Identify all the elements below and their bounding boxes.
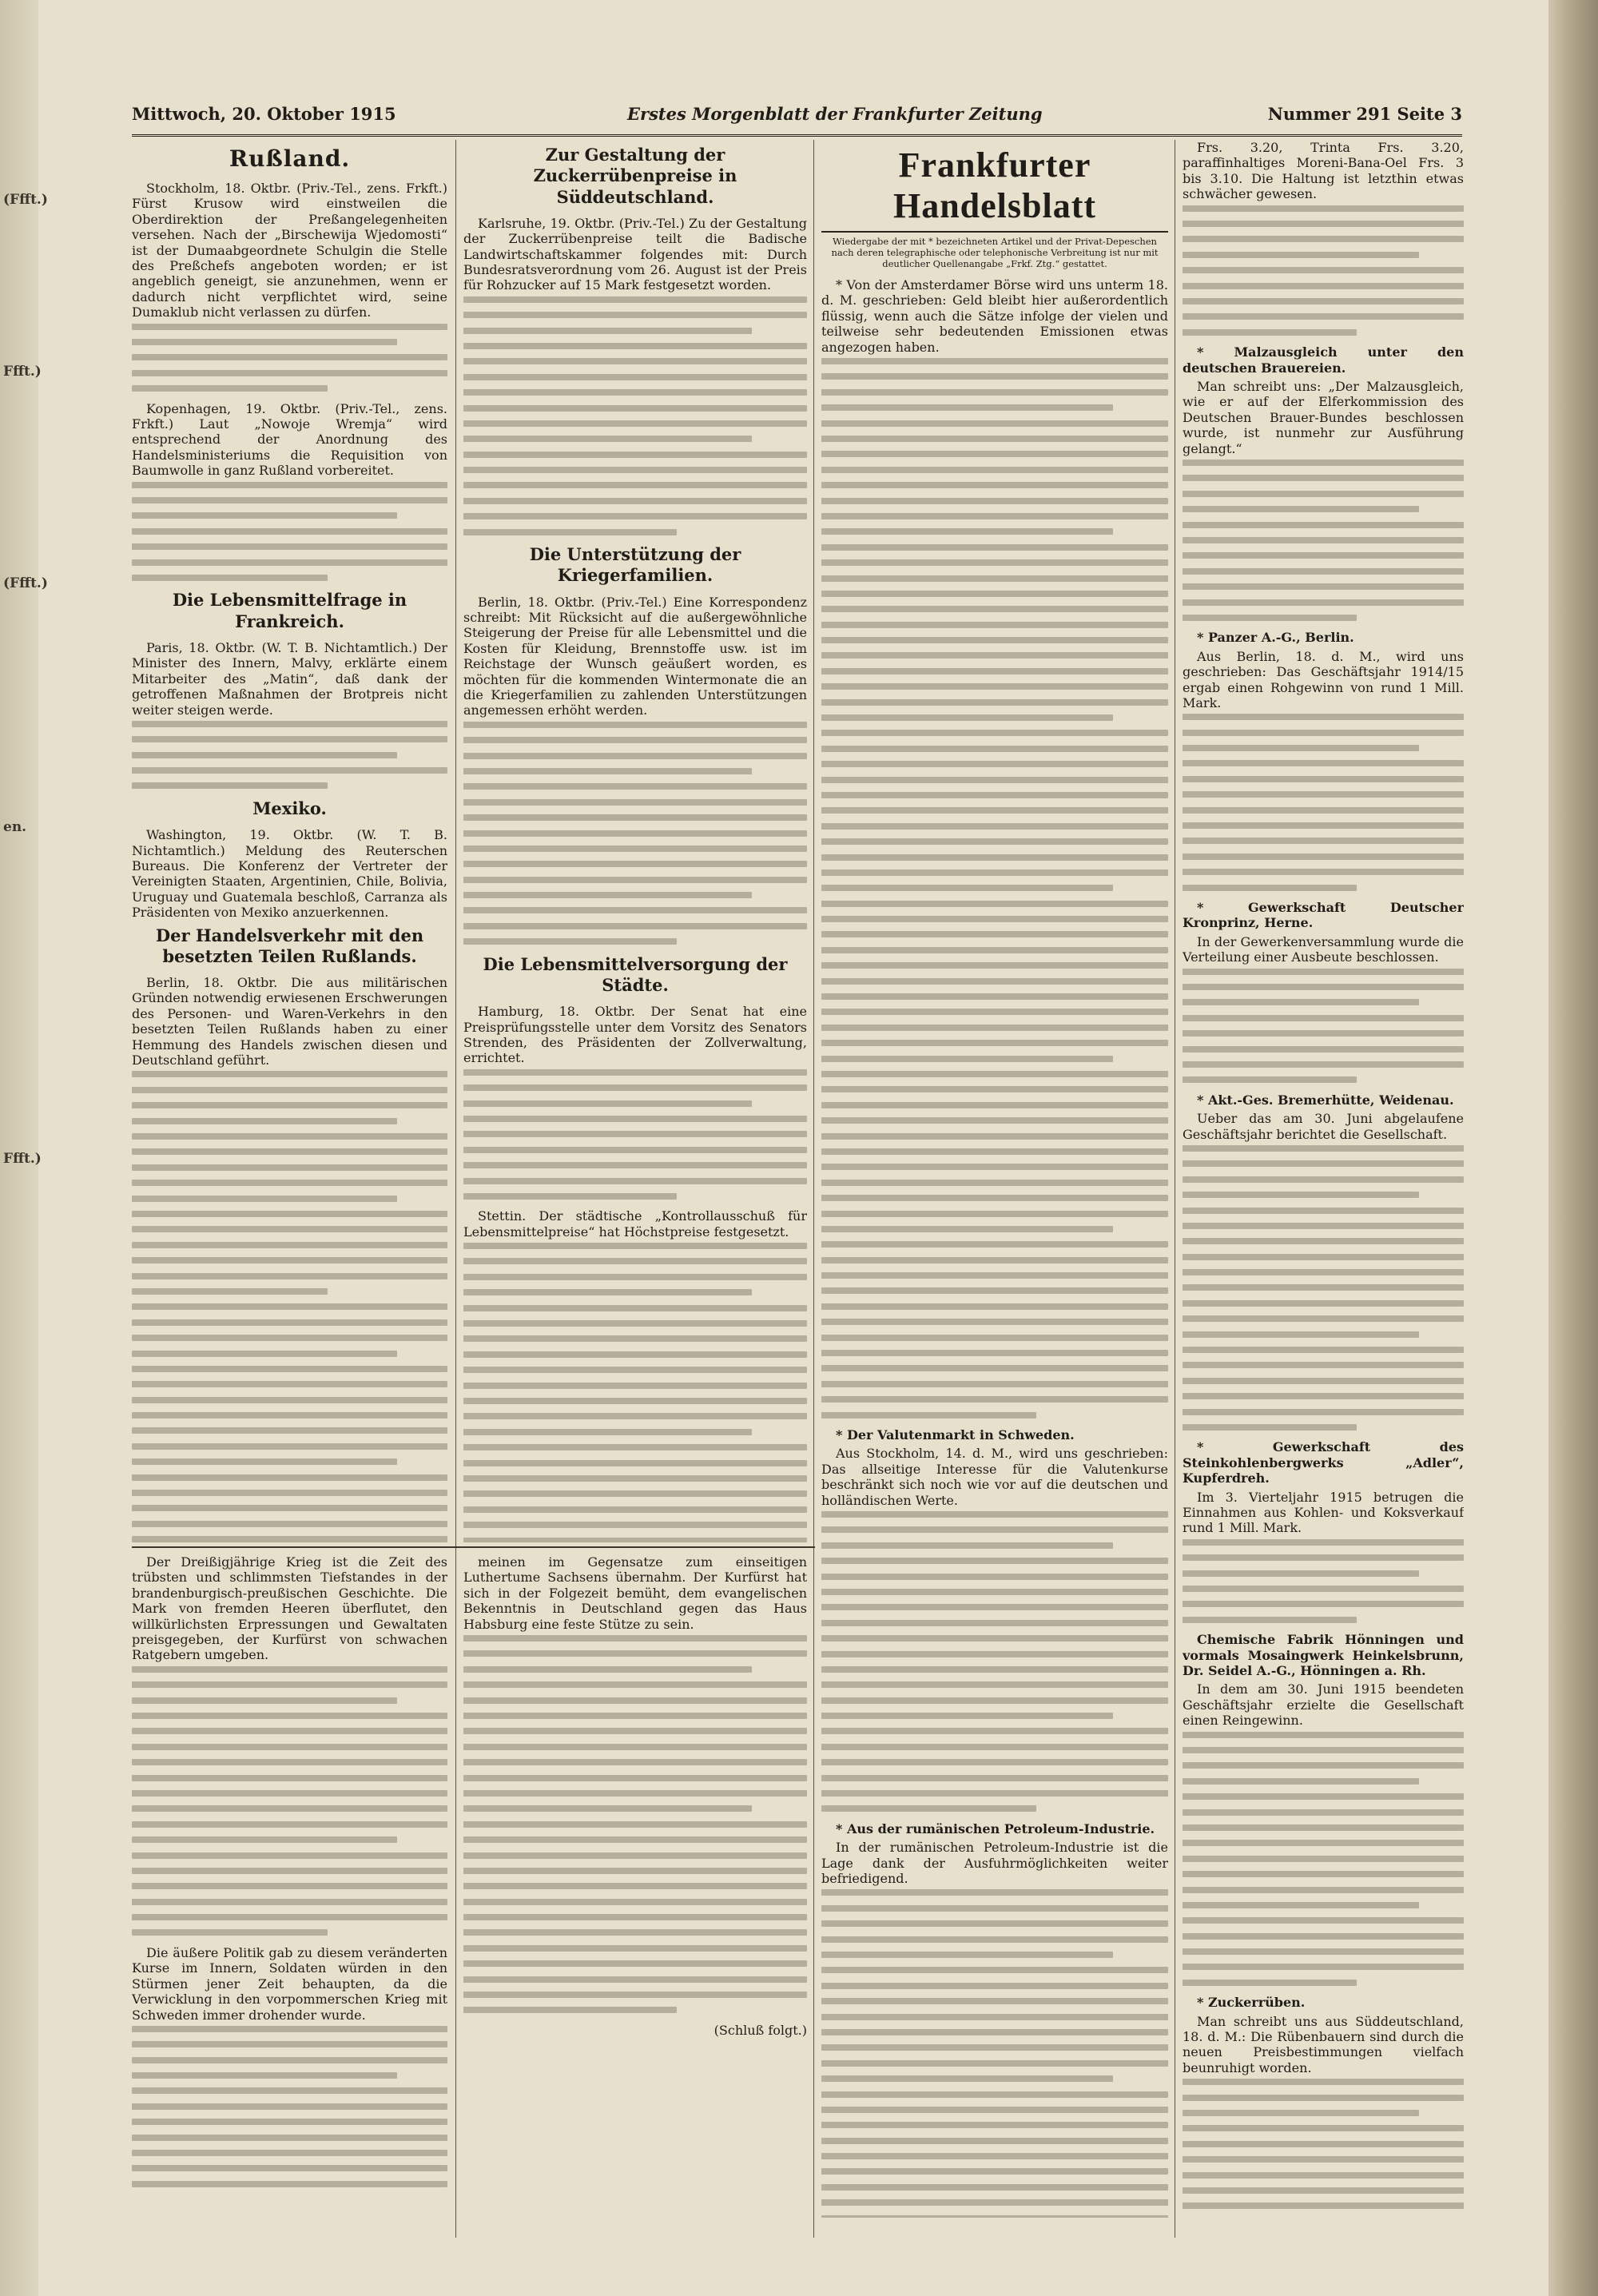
handelsblatt-title: Frankfurter Handelsblatt [821,145,1168,233]
text-lines [1183,2079,1464,2218]
article-paragraph: Kopenhagen, 19. Oktbr. (Priv.-Tel., zens. Frkft.) Laut „Nowoje Wremja“ wird entsprechend der Anordnung des Handelsministeriums die Requisition von Baumwolle in ganz Rußland vorbereitet. [132,400,447,479]
header-date: Mittwoch, 20. Oktober 1915 [132,104,396,124]
strip-fragment: en. [3,819,27,835]
text-lines [132,721,447,790]
article-paragraph: Man schreibt uns aus Süddeutschland, 18. d. M.: Die Rübenbauern sind durch die neuen Preisbestimmungen vielfach beunruhigt worden. [1183,2013,1464,2075]
article-paragraph: In der rumänischen Petroleum-Industrie ist die Lage dank der Ausfuhrmöglichkeiten weiter befriedigend. [821,1840,1168,1887]
article-paragraph: In dem am 30. Juni 1915 beendeten Geschäftsjahr erzielte die Gesellschaft einen Reingewinn. [1183,1681,1464,1729]
article-paragraph: Aus Berlin, 18. d. M., wird uns geschrieben: Das Geschäftsjahr 1914/15 ergab einen Rohgewinn von rund 1 Mill. Mark. [1183,648,1464,710]
text-lines [1183,714,1464,890]
heading-lebensmittelversorgung: Die Lebensmittelversorgung der Städte. [483,953,788,995]
text-lines [821,358,1168,1419]
header-masthead: Erstes Morgenblatt der Frankfurter Zeitung [627,104,1043,124]
article-paragraph: Aus Stockholm, 14. d. M., wird uns geschrieben: Das allseitige Interesse für die Valutenkurse beschränkt sich noch wie vor auf die deutschen und holländischen Werte. [821,1446,1168,1508]
text-lines [463,296,807,535]
article-heading: * Akt.-Ges. Bremerhütte, Weidenau. [1197,1092,1454,1108]
text-lines [132,2026,447,2194]
column-1 [132,140,447,1542]
text-lines [1183,205,1464,336]
article-paragraph: Frs. 3.20, Trinta Frs. 3.20, paraffinhaltiges Moreni-Bana-Oel Frs. 3 bis 3.10. Die Haltung ist letzthin etwas schwächer gewesen. [1183,140,1464,202]
feuilleton-paragraph: meinen im Gegensatze zum einseitigen Luthertume Sachsens übernahm. Der Kurfürst hat sich in der Folgezeit bemüht, dem evangelischen Bekenntnis in Deutschland gegen das Haus Habsburg eine feste Stütze zu sein. [463,1554,807,1632]
column-4 [1183,140,1464,2218]
column-2 [463,140,807,1542]
feuilleton-right [463,1554,807,2194]
article-heading: * Aus der rumänischen Petroleum-Industrie. [836,1820,1155,1836]
text-lines [821,1511,1168,1812]
text-lines [132,324,447,392]
article-paragraph: Im 3. Vierteljahr 1915 betrugen die Einnahmen aus Kohlen- und Koksverkauf rund 1 Mill. Mark. [1183,1489,1464,1536]
text-lines [1183,1539,1464,1623]
article-paragraph: Man schreibt uns: „Der Malzausgleich, wie er auf der Elferkommission des Deutschen Brauer-Bundes beschlossen wurde, ist nunmehr zur Ausführung gelangt.“ [1183,378,1464,456]
text-lines [1183,969,1464,1084]
book-spine-edge [1548,0,1598,2296]
text-lines [1183,460,1464,621]
text-lines [132,1071,447,1542]
article-paragraph: Hamburg, 18. Oktbr. Der Senat hat eine Preisprüfungsstelle unter dem Vorsitz des Senators Strenden, des Präsidenten der Zollverwaltung, errichtet. [463,1004,807,1066]
article-heading: * Zuckerrüben. [1197,1995,1306,2011]
text-lines [463,1243,807,1542]
feuilleton-paragraph: Die äußere Politik gab zu diesem veränderten Kurse im Innern, Soldaten würden in den Stürmen jener Zeit behaupten, da die Verwicklung in den vorpommerschen Krieg mit Schweden immer drohender wurde. [132,1944,447,2023]
article-heading: * Malzausgleich unter den deutschen Brauereien. [1183,344,1464,376]
text-lines [463,722,807,945]
feuilleton-left [132,1554,447,2194]
text-lines [821,1889,1168,2218]
heading-russland: Rußland. [229,145,351,172]
strip-fragment: (Ffft.) [3,192,48,208]
heading-mexiko: Mexiko. [252,798,327,818]
header-number: Nummer 291 Seite 3 [1267,104,1462,124]
feuilleton-rule [132,1546,815,1548]
text-lines [463,1635,807,2013]
article-heading: * Gewerkschaft des Steinkohlenbergwerks „Adler“, Kupferdreh. [1183,1439,1464,1486]
strip-fragment: Ffft.) [3,1151,42,1167]
article-paragraph: * Von der Amsterdamer Börse wird uns unterm 18. d. M. geschrieben: Geld bleibt hier außerordentlich flüssig, wenn auch die Sätze infolge der vielen und teilweise sehr bedeutenden Emissionen etwas angezogen haben. [821,277,1168,355]
continuation-note: (Schluß folgt.) [714,2022,807,2038]
article-heading: * Panzer A.-G., Berlin. [1197,630,1354,646]
page-header [132,102,1462,137]
previous-page-strip [0,0,48,2296]
article-paragraph: In der Gewerkenversammlung wurde die Verteilung einer Ausbeute beschlossen. [1183,933,1464,965]
handelsblatt-notice: Wiedergabe der mit * bezeichneten Artikel und der Privat-Depeschen nach deren telegraphische oder telephonische Verbreitung ist nur mit deutlicher Quellenangabe „Frkf. Ztg.“ gestattet. [831,236,1159,269]
strip-fragment: Ffft.) [3,364,42,380]
text-lines [132,482,447,581]
article-paragraph: Paris, 18. Oktbr. (W. T. B. Nichtamtlich.) Der Minister des Innern, Malvy, erklärte einem Mitarbeiter des „Matin“, daß dank der getroffenen Maßnahmen der Brotpreis nicht weiter steigen werde. [132,639,447,718]
strip-fragment: (Ffft.) [3,575,48,591]
article-paragraph: Stettin. Der städtische „Kontrollausschuß für Lebensmittelpreise“ hat Höchstpreise festgesetzt. [463,1208,807,1240]
column-rule [813,140,814,2238]
article-paragraph: Berlin, 18. Oktbr. Die aus militärischen Gründen notwendig erwiesenen Erschwerungen des Personen- und Waren-Verkehrs in den besetzten Teilen Rußlands haben zu einer Hemmung des Handels zwischen diesen und Deutschland geführt. [132,975,447,1068]
column-rule [455,140,456,2238]
text-lines [1183,1145,1464,1431]
article-paragraph: Karlsruhe, 19. Oktbr. (Priv.-Tel.) Zu der Gestaltung der Zuckerrübenpreise teilt die Badische Landwirtschaftskammer folgendes mit: Durch Bundesratsverordnung vom 26. August ist der Preis für Rohzucker auf 15 Mark festgesetzt worden. [463,215,807,293]
heading-zuckerruebenpreise: Zur Gestaltung der Zuckerrübenpreise in Süddeutschland. [533,145,737,207]
heading-kriegerfamilien: Die Unterstützung der Kriegerfamilien. [529,544,741,586]
text-lines [132,1666,447,1936]
article-heading: * Gewerkschaft Deutscher Kronprinz, Herne. [1183,900,1464,931]
text-lines [463,1069,807,1200]
column-3-handelsblatt [821,140,1168,2218]
article-paragraph: Berlin, 18. Oktbr. (Priv.-Tel.) Eine Korrespondenz schreibt: Mit Rücksicht auf die außergewöhnliche Steigerung der Preise für alle Lebensmittel und die Kosten für Kleidung, Brennstoffe usw. ist im Reichstage der Wunsch geäußert worden, es möchten für die kommenden Wintermonate die an die Kriegerfamilien zu zahlenden Unterstützungen angemessen erhöht werden. [463,594,807,718]
article-paragraph: Ueber das am 30. Juni abgelaufene Geschäftsjahr berichtet die Gesellschaft. [1183,1111,1464,1142]
article-heading: Chemische Fabrik Hönningen und vormals Mosaingwerk Heinkelsbrunn, Dr. Seidel A.-G., Hönningen a. Rh. [1183,1632,1464,1678]
text-lines [1183,1732,1464,1986]
feuilleton-paragraph: Der Dreißigjährige Krieg ist die Zeit des trübsten und schlimmsten Tiefstandes in der brandenburgisch-preußischen Geschichte. Die Mark von fremden Heeren überflutet, den willkürlichsten Erpressungen und Gewaltaten preisgegeben, der Kurfürst von schwachen Ratgebern umgeben. [132,1554,447,1663]
article-paragraph: Stockholm, 18. Oktbr. (Priv.-Tel., zens. Frkft.) Fürst Krusow wird einstweilen die Oberdirektion der Preßangelegenheiten versehen. Nach der „Birschewija Wjedomosti“ ist der Dumaabgeordnete Schulgin die Stelle des Preßchefs angeboten worden; er ist angeblich geneigt, sie anzunehmen, wenn er dadurch nicht verpflichtet wird, seine Dumaklub nicht verlassen zu dürfen. [132,181,447,320]
article-heading: * Der Valutenmarkt in Schweden. [836,1427,1075,1442]
heading-frankreich: Die Lebensmittelfrage in Frankreich. [172,590,407,631]
heading-handelsverkehr: Der Handelsverkehr mit den besetzten Teilen Rußlands. [155,925,424,966]
article-paragraph: Washington, 19. Oktbr. (W. T. B. Nichtamtlich.) Meldung des Reuterschen Bureaus. Die Konferenz der Vertreter der Vereinigten Staaten, Argentinien, Chile, Bolivia, Uruguay und Guatemala beschloß, Carranza als Präsidenten von Mexiko anzuerkennen. [132,827,447,921]
